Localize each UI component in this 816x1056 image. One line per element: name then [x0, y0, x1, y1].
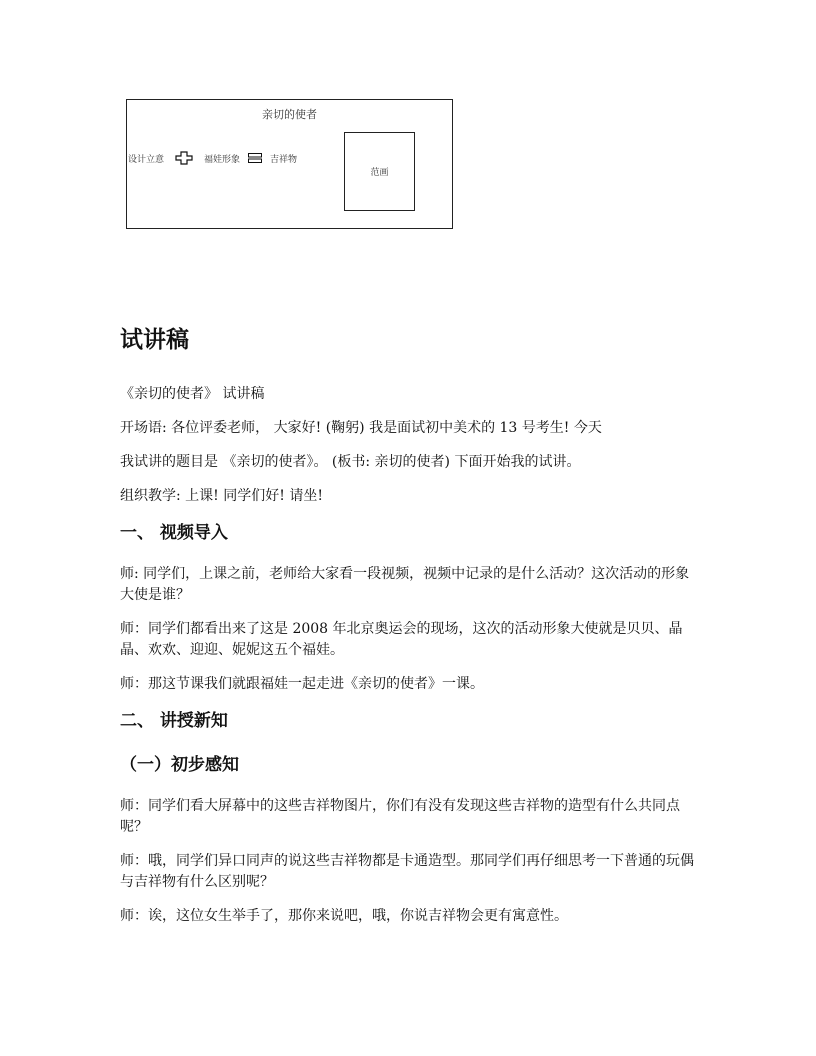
section-heading-new-knowledge: 二、 讲授新知 — [120, 711, 228, 731]
section-heading-video-intro: 一、 视频导入 — [120, 523, 228, 543]
example-image-label: 范画 — [370, 168, 389, 178]
section-paragraph: 师：同学们看大屏幕中的这些吉祥物图片，你们有没有发现这些吉祥物的造型有什么共同点呢？ — [120, 798, 680, 835]
intro-paragraph: 我试讲的题目是 《亲切的使者》。 (板书: 亲切的使者) 下面开始我的试讲。 — [120, 454, 581, 470]
example-image-box — [344, 132, 415, 211]
section-paragraph: 师: 同学们，上课之前，老师给大家看一段视频，视频中记录的是什么活动？这次活动的形象大使是谁？ — [120, 566, 690, 603]
plus-icon — [175, 151, 193, 165]
intro-paragraph: 组织教学: 上课! 同学们好! 请坐! — [120, 488, 323, 504]
section-paragraph: 师：哦，同学们异口同声的说这些吉祥物都是卡通造型。那同学们再仔细思考一下普通的玩偶与吉祥物有什么区别呢？ — [120, 853, 694, 890]
board-label-mascot: 吉祥物 — [270, 155, 298, 165]
board-label-fuwa: 福娃形象 — [204, 155, 241, 165]
subsection-heading-initial-perception: （一）初步感知 — [120, 755, 239, 775]
board-label-design: 设计立意 — [128, 155, 165, 165]
section-paragraph: 师：诶，这位女生举手了，那你来说吧，哦，你说吉祥物会更有寓意性。 — [120, 908, 568, 924]
equals-icon — [248, 153, 262, 163]
board-title: 亲切的使者 — [262, 108, 317, 121]
intro-paragraph: 《亲切的使者》 试讲稿 — [120, 386, 265, 402]
intro-paragraph: 开场语: 各位评委老师， 大家好! (鞠躬) 我是面试初中美术的 13 号考生! 今天 — [120, 420, 602, 436]
section-paragraph: 师：同学们都看出来了这是 2008 年北京奥运会的现场，这次的活动形象大使就是贝贝、晶晶、欢欢、迎迎、妮妮这五个福娃。 — [120, 621, 683, 658]
section-paragraph: 师：那这节课我们就跟福娃一起走进《亲切的使者》一课。 — [120, 676, 484, 692]
document-body — [120, 320, 700, 940]
blackboard-diagram — [126, 99, 453, 229]
document-title: 试讲稿 — [120, 327, 189, 353]
